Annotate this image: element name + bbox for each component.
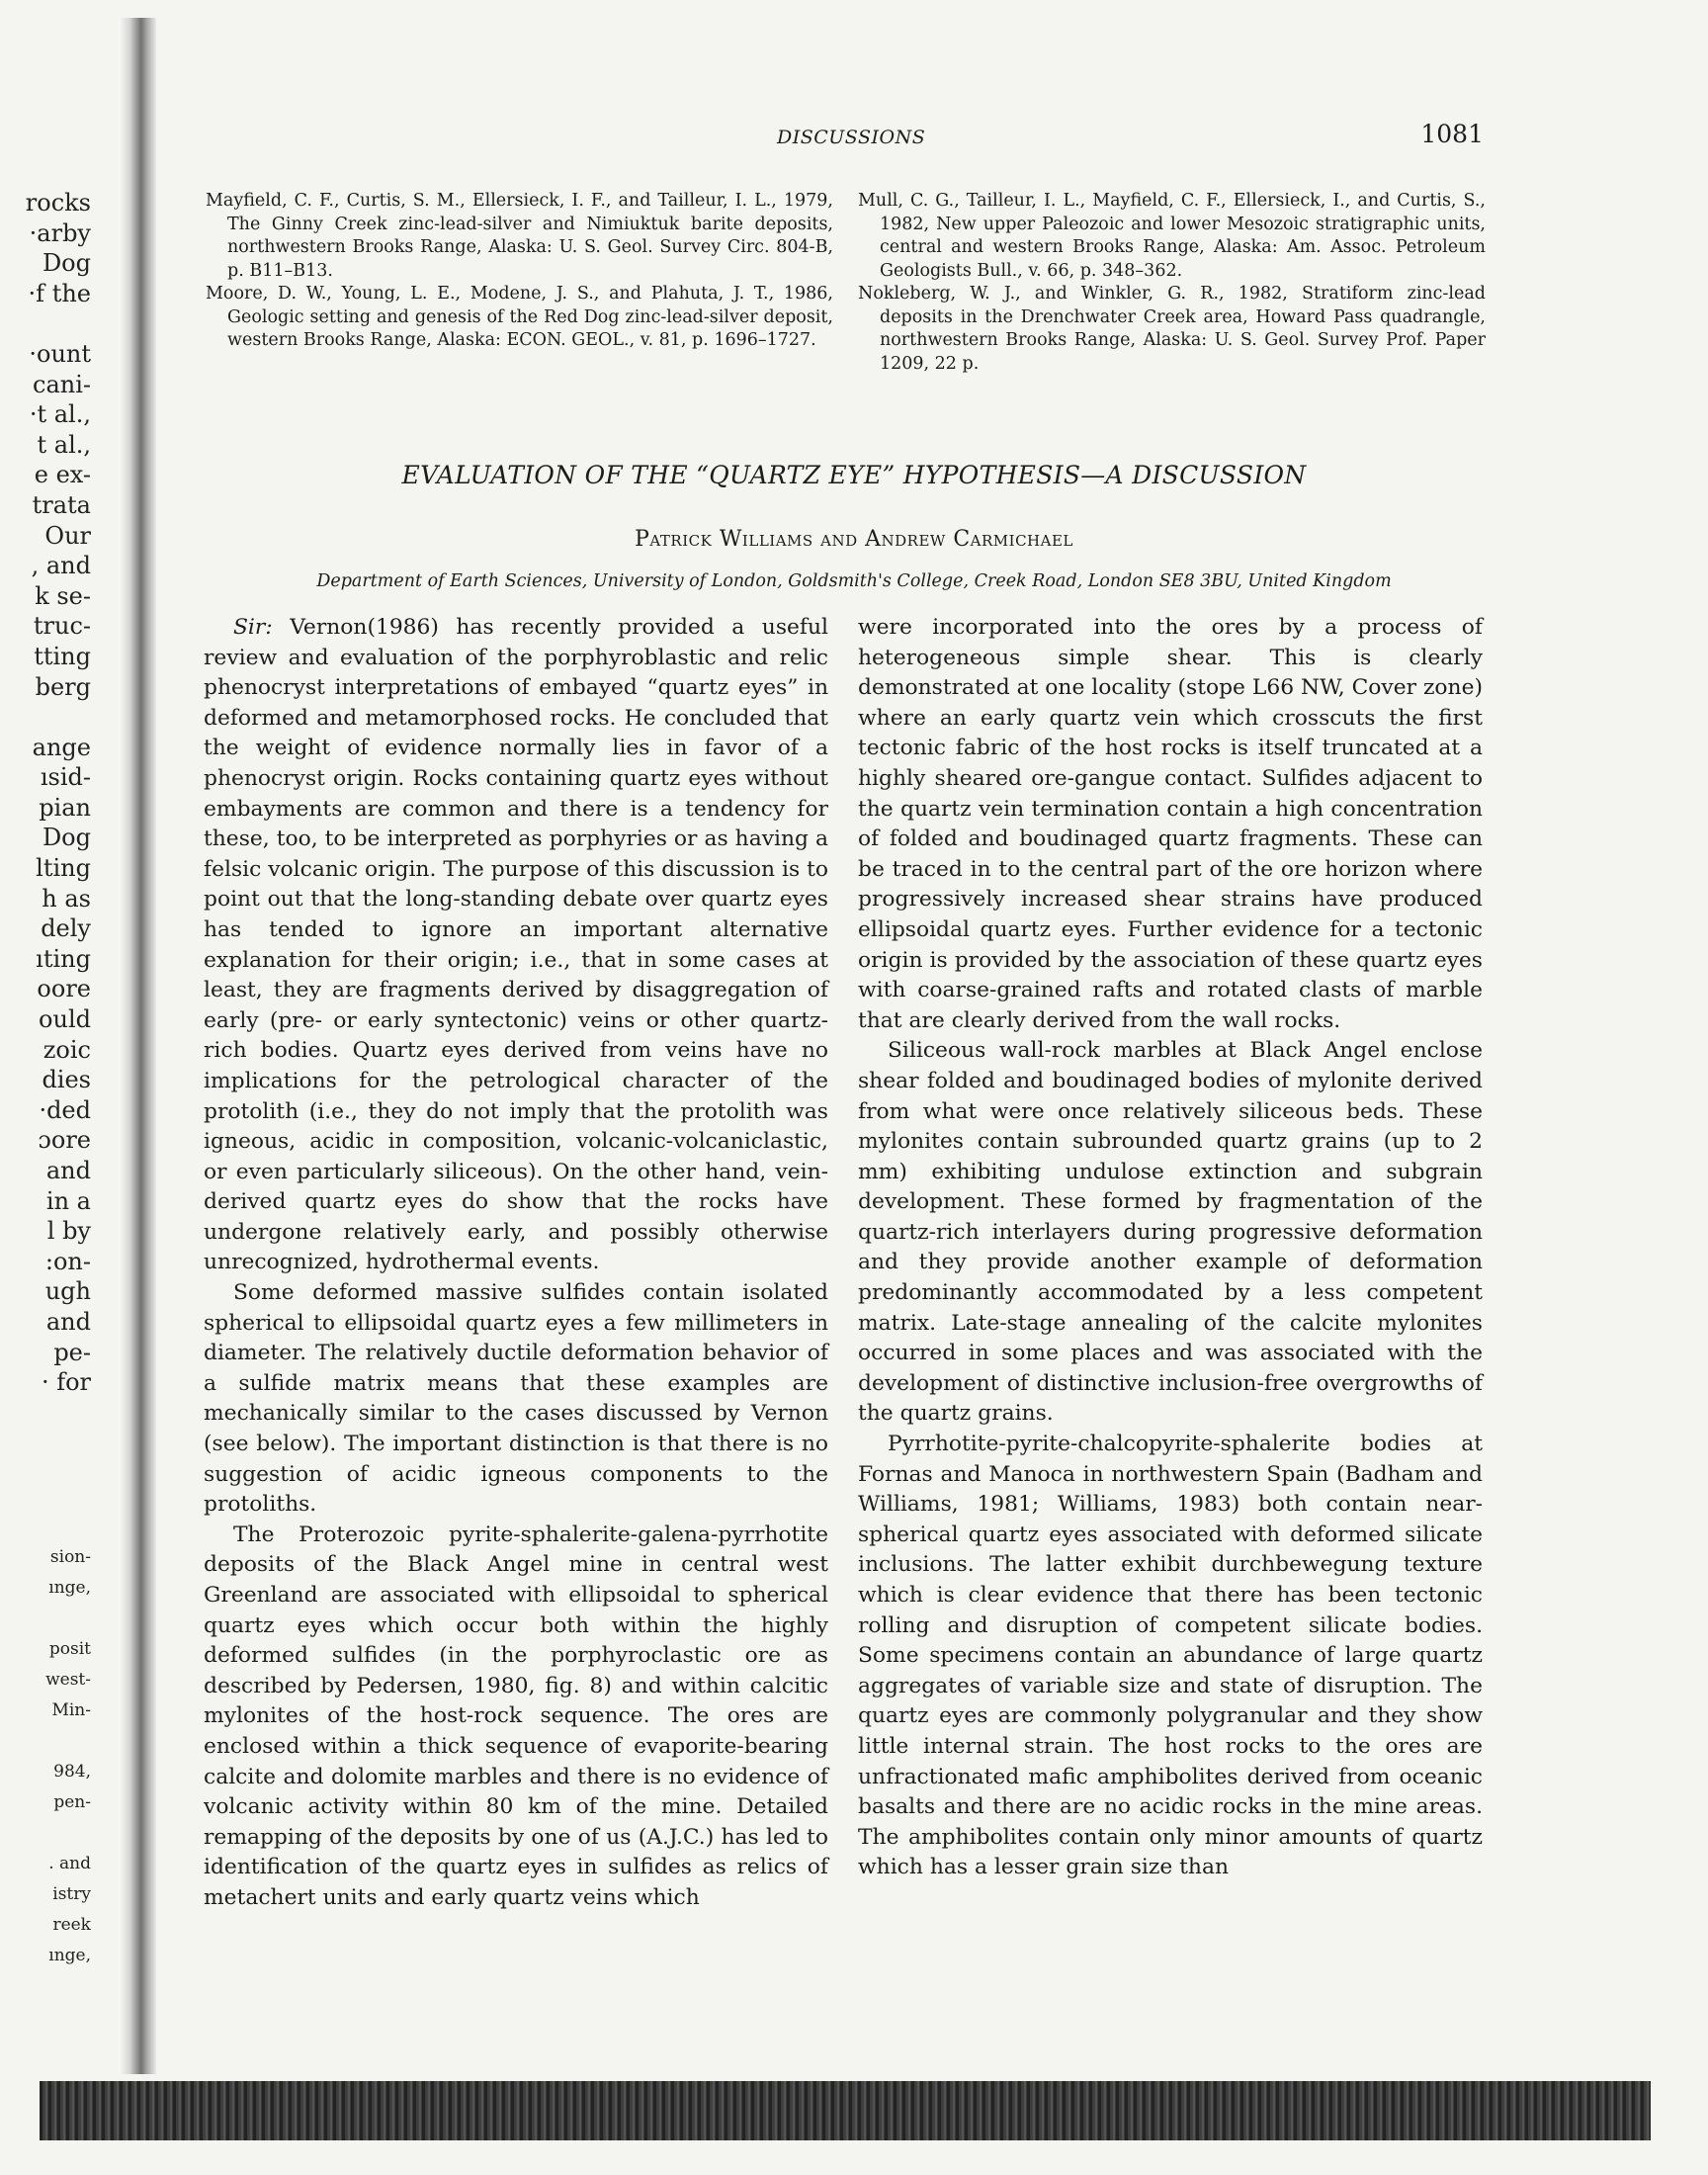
margin-fragment-line: ınge, [48, 1578, 91, 1598]
margin-fragment-line: dely [41, 914, 91, 943]
margin-fragment-line: , and [31, 552, 91, 580]
reference-entry: Mayfield, C. F., Curtis, S. M., Ellersieck, I. F., and Tailleur, I. L., 1979, The Ginny Creek zinc-lead-silver and Nimiuktuk barite deposits, northwestern Brooks Range, Alaska: U. S. Geol. Survey Circ. 804-B, p. B11–B13. [206, 191, 833, 281]
margin-fragment-line: in a [45, 1186, 91, 1215]
margin-fragment-line: pe- [53, 1338, 91, 1366]
margin-fragment-line: ·ded [39, 1095, 91, 1124]
body-paragraph: Siliceous wall-rock marbles at Black Angel enclose shear folded and boudinaged bodies of mylonite derived from what were once relatively siliceous beds. These mylonites contain subrounded quartz grains (up to 2 mm) exhibiting undulose extinction and subgrain development. These formed by fragmentation of the quartz-rich interlayers during progressive deformation and they provide another example of deformation predominantly accommodated by a less competent matrix. Late-stage annealing of the calcite mylonites occurred in some places and was associated with the development of distinctive inclusion-free overgrowths of the quartz grains. [858, 1038, 1483, 1427]
references-right-column [858, 190, 1486, 376]
margin-fragment-line: and [45, 1307, 91, 1336]
margin-fragment-line: pian [39, 793, 91, 822]
margin-fragment-line: · for [41, 1368, 91, 1397]
margin-fragment-line: pen- [53, 1792, 91, 1812]
salutation: Sir: [233, 615, 273, 640]
margin-fragment-line: tting [34, 642, 91, 670]
margin-fragment-line: berg [35, 672, 91, 701]
facing-page-text-fragments [10, 188, 91, 1398]
margin-fragment-line: zoic [43, 1035, 91, 1064]
margin-fragment-line [10, 1818, 91, 1849]
article-authors: Patrick Williams and Andrew Carmichael [635, 527, 1073, 552]
body-paragraph: The Proterozoic pyrite-sphalerite-galena-pyrrhotite deposits of the Black Angel mine in central west Greenland are associated with ellipsoidal to spherical quartz eyes which occur both within the highly deformed sulfides (in the porphyroclastic ore as described by Pedersen, 1980, fig. 8) and within calcitic mylonites of the host-rock sequence. The ores are enclosed within a thick sequence of evaporite-bearing calcite and dolomite marbles and there is no evidence of volcanic activity within 80 km of the mine. Detailed remapping of the deposits by one of us (A.J.C.) has led to identification of the quartz eyes in sulfides as relics of metachert units and early quartz veins which [204, 1522, 828, 1910]
margin-fragment-line: ıting [36, 944, 91, 973]
margin-fragment-line: Min- [51, 1700, 91, 1720]
body-paragraph: Pyrrhotite-pyrite-chalcopyrite-sphalerite bodies at Fornas and Manoca in northwestern Spain (Badham and Williams, 1981; Williams, 1983) both contain near-spherical quartz eyes associated with deformed silicate inclusions. The latter exhibit durchbewegung texture which is clear evidence that there has been tectonic rolling and disruption of competent silicate bodies. Some specimens contain an abundance of large quartz aggregates of variable size and state of disruption. The quartz eyes are commonly polygranular and they show little internal strain. The host rocks to the ores are unfractionated mafic amphibolites derived from oceanic basalts and there are no acidic rocks in the mine areas. The amphibolites contain only minor amounts of quartz which has a lesser grain size than [858, 1432, 1483, 1880]
margin-fragment-line [10, 1726, 91, 1757]
facing-page-reference-fragments [10, 1542, 91, 1971]
margin-fragment-line: dies [42, 1066, 91, 1094]
margin-fragment-line: ·f the [28, 279, 91, 307]
margin-fragment-line: k se- [35, 581, 91, 610]
margin-fragment-line: sion- [49, 1547, 91, 1567]
margin-fragment-line: ange [32, 733, 91, 761]
margin-fragment-line: trata [32, 490, 91, 519]
references-left-column [206, 190, 833, 353]
margin-fragment-line: ınge, [48, 1946, 91, 1965]
body-paragraph: were incorporated into the ores by a process of heterogeneous simple shear. This is clearly demonstrated at one locality (stope L66 NW, Cover zone) where an early quartz vein which crosscuts the first tectonic fabric of the host rocks is itself truncated at a highly sheared ore-gangue contact. Sulfides adjacent to the quartz vein termination contain a high concentration of folded and boudinaged quartz fragments. These can be traced in to the central part of the ore horizon where progressively increased shear strains have produced ellipsoidal quartz eyes. Further evidence for a tectonic origin is provided by the association of these quartz eyes with coarse-grained rafts and rotated clasts of marble that are clearly derived from the wall rocks. [858, 615, 1483, 1033]
margin-fragment-line: t al., [37, 430, 91, 459]
scan-bottom-edge [40, 2081, 1651, 2140]
margin-fragment-line: posit [48, 1639, 91, 1659]
margin-fragment-line: ɔore [38, 1126, 91, 1155]
margin-fragment-line: ould [39, 1005, 91, 1034]
margin-fragment-line: cani- [33, 370, 91, 398]
margin-fragment-line: Our [44, 521, 91, 550]
margin-fragment-line: reek [52, 1915, 91, 1935]
running-head: DISCUSSIONS [777, 127, 926, 148]
margin-fragment-line: rocks [25, 189, 91, 217]
book-gutter-shadow [119, 18, 156, 2074]
margin-fragment-line: lting [36, 854, 91, 883]
margin-fragment-line: 984, [53, 1762, 91, 1782]
margin-fragment-line: ugh [44, 1277, 91, 1306]
margin-fragment-line: ·arby [29, 218, 91, 247]
paragraph-text: Vernon(1986) has recently provided a useful review and evaluation of the porphyroblastic and relic phenocryst interpretations of embayed “quartz eyes” in deformed and metamorphosed rocks. He concluded that the weight of evidence normally lies in favor of a phenocryst origin. Rocks containing quartz eyes without embayments are common and there is a tendency for these, too, to be interpreted as porphyries or as having a felsic volcanic origin. The purpose of this discussion is to point out that the long-standing debate over quartz eyes has tended to ignore an important alternative explanation for their origin; i.e., that in some cases at least, they are fragments derived by disaggregation of early (pre- or early syntectonic) veins or other quartz-rich bodies. Quartz eyes derived from veins have no implications for the petrological character of the protolith (i.e., they do not imply that the protolith was igneous, acidic in composition, volcanic-volcaniclastic, or even particularly siliceous). On the other hand, vein-derived quartz eyes do show that the rocks have undergone relatively early, and possibly otherwise unrecognized, hydrothermal events. [204, 615, 828, 1275]
margin-fragment-line: and [45, 1157, 91, 1184]
reference-entry: Moore, D. W., Young, L. E., Modene, J. S., and Plahuta, J. T., 1986, Geologic setting and genesis of the Red Dog zinc-lead-silver deposit, western Brooks Range, Alaska: ECON. GEOL., v. 81, p. 1696–1727. [206, 284, 833, 350]
margin-fragment-line [10, 1604, 91, 1634]
margin-fragment-line: e ex- [34, 461, 91, 489]
margin-fragment-line: ·ount [29, 339, 91, 368]
margin-fragment-line: istry [52, 1884, 91, 1904]
margin-fragment-line: h as [42, 884, 91, 913]
author-affiliation: Department of Earth Sciences, University of London, Goldsmith's College, Creek Road, London SE8 3BU, United Kingdom [316, 571, 1392, 591]
margin-fragment-line: Dog [42, 249, 91, 278]
body-right-column [858, 613, 1483, 1883]
reference-entry: Nokleberg, W. J., and Winkler, G. R., 1982, Stratiform zinc-lead deposits in the Drenchwater Creek area, Howard Pass quadrangle, northwestern Brooks Range, Alaska: U. S. Geol. Survey Prof. Paper 1209, 22 p. [858, 284, 1486, 374]
margin-fragment-line: . and [48, 1854, 91, 1873]
article-title: EVALUATION OF THE “QUARTZ EYE” HYPOTHESIS—A DISCUSSION [401, 461, 1307, 489]
margin-fragment-line: truc- [33, 612, 91, 641]
reference-entry: Mull, C. G., Tailleur, I. L., Mayfield, C. F., Ellersieck, I., and Curtis, S., 1982, New upper Paleozoic and lower Mesozoic stratigraphic units, central and western Brooks Range, Alaska: Am. Assoc. Petroleum Geologists Bull., v. 66, p. 348–362. [858, 191, 1486, 281]
margin-fragment-line: oore [37, 975, 91, 1003]
margin-fragment-line [10, 308, 91, 339]
margin-fragment-line: l by [46, 1217, 91, 1246]
body-paragraph [204, 613, 828, 1278]
page-number: 1081 [1420, 120, 1484, 148]
margin-fragment-line [10, 702, 91, 733]
margin-fragment-line: west- [45, 1670, 91, 1690]
margin-fragment-line: ·t al., [29, 400, 91, 429]
body-left-column [204, 613, 828, 1914]
body-paragraph: Some deformed massive sulfides contain isolated spherical to ellipsoidal quartz eyes a few millimeters in diameter. The relatively ductile deformation behavior of a sulfide matrix means that these examples are mechanically similar to the cases discussed by Vernon (see below). The important distinction is that there is no suggestion of acidic igneous components to the protoliths. [204, 1280, 828, 1518]
margin-fragment-line: :on- [44, 1247, 91, 1275]
margin-fragment-line: ısid- [40, 763, 91, 792]
margin-fragment-line: Dog [42, 824, 91, 852]
